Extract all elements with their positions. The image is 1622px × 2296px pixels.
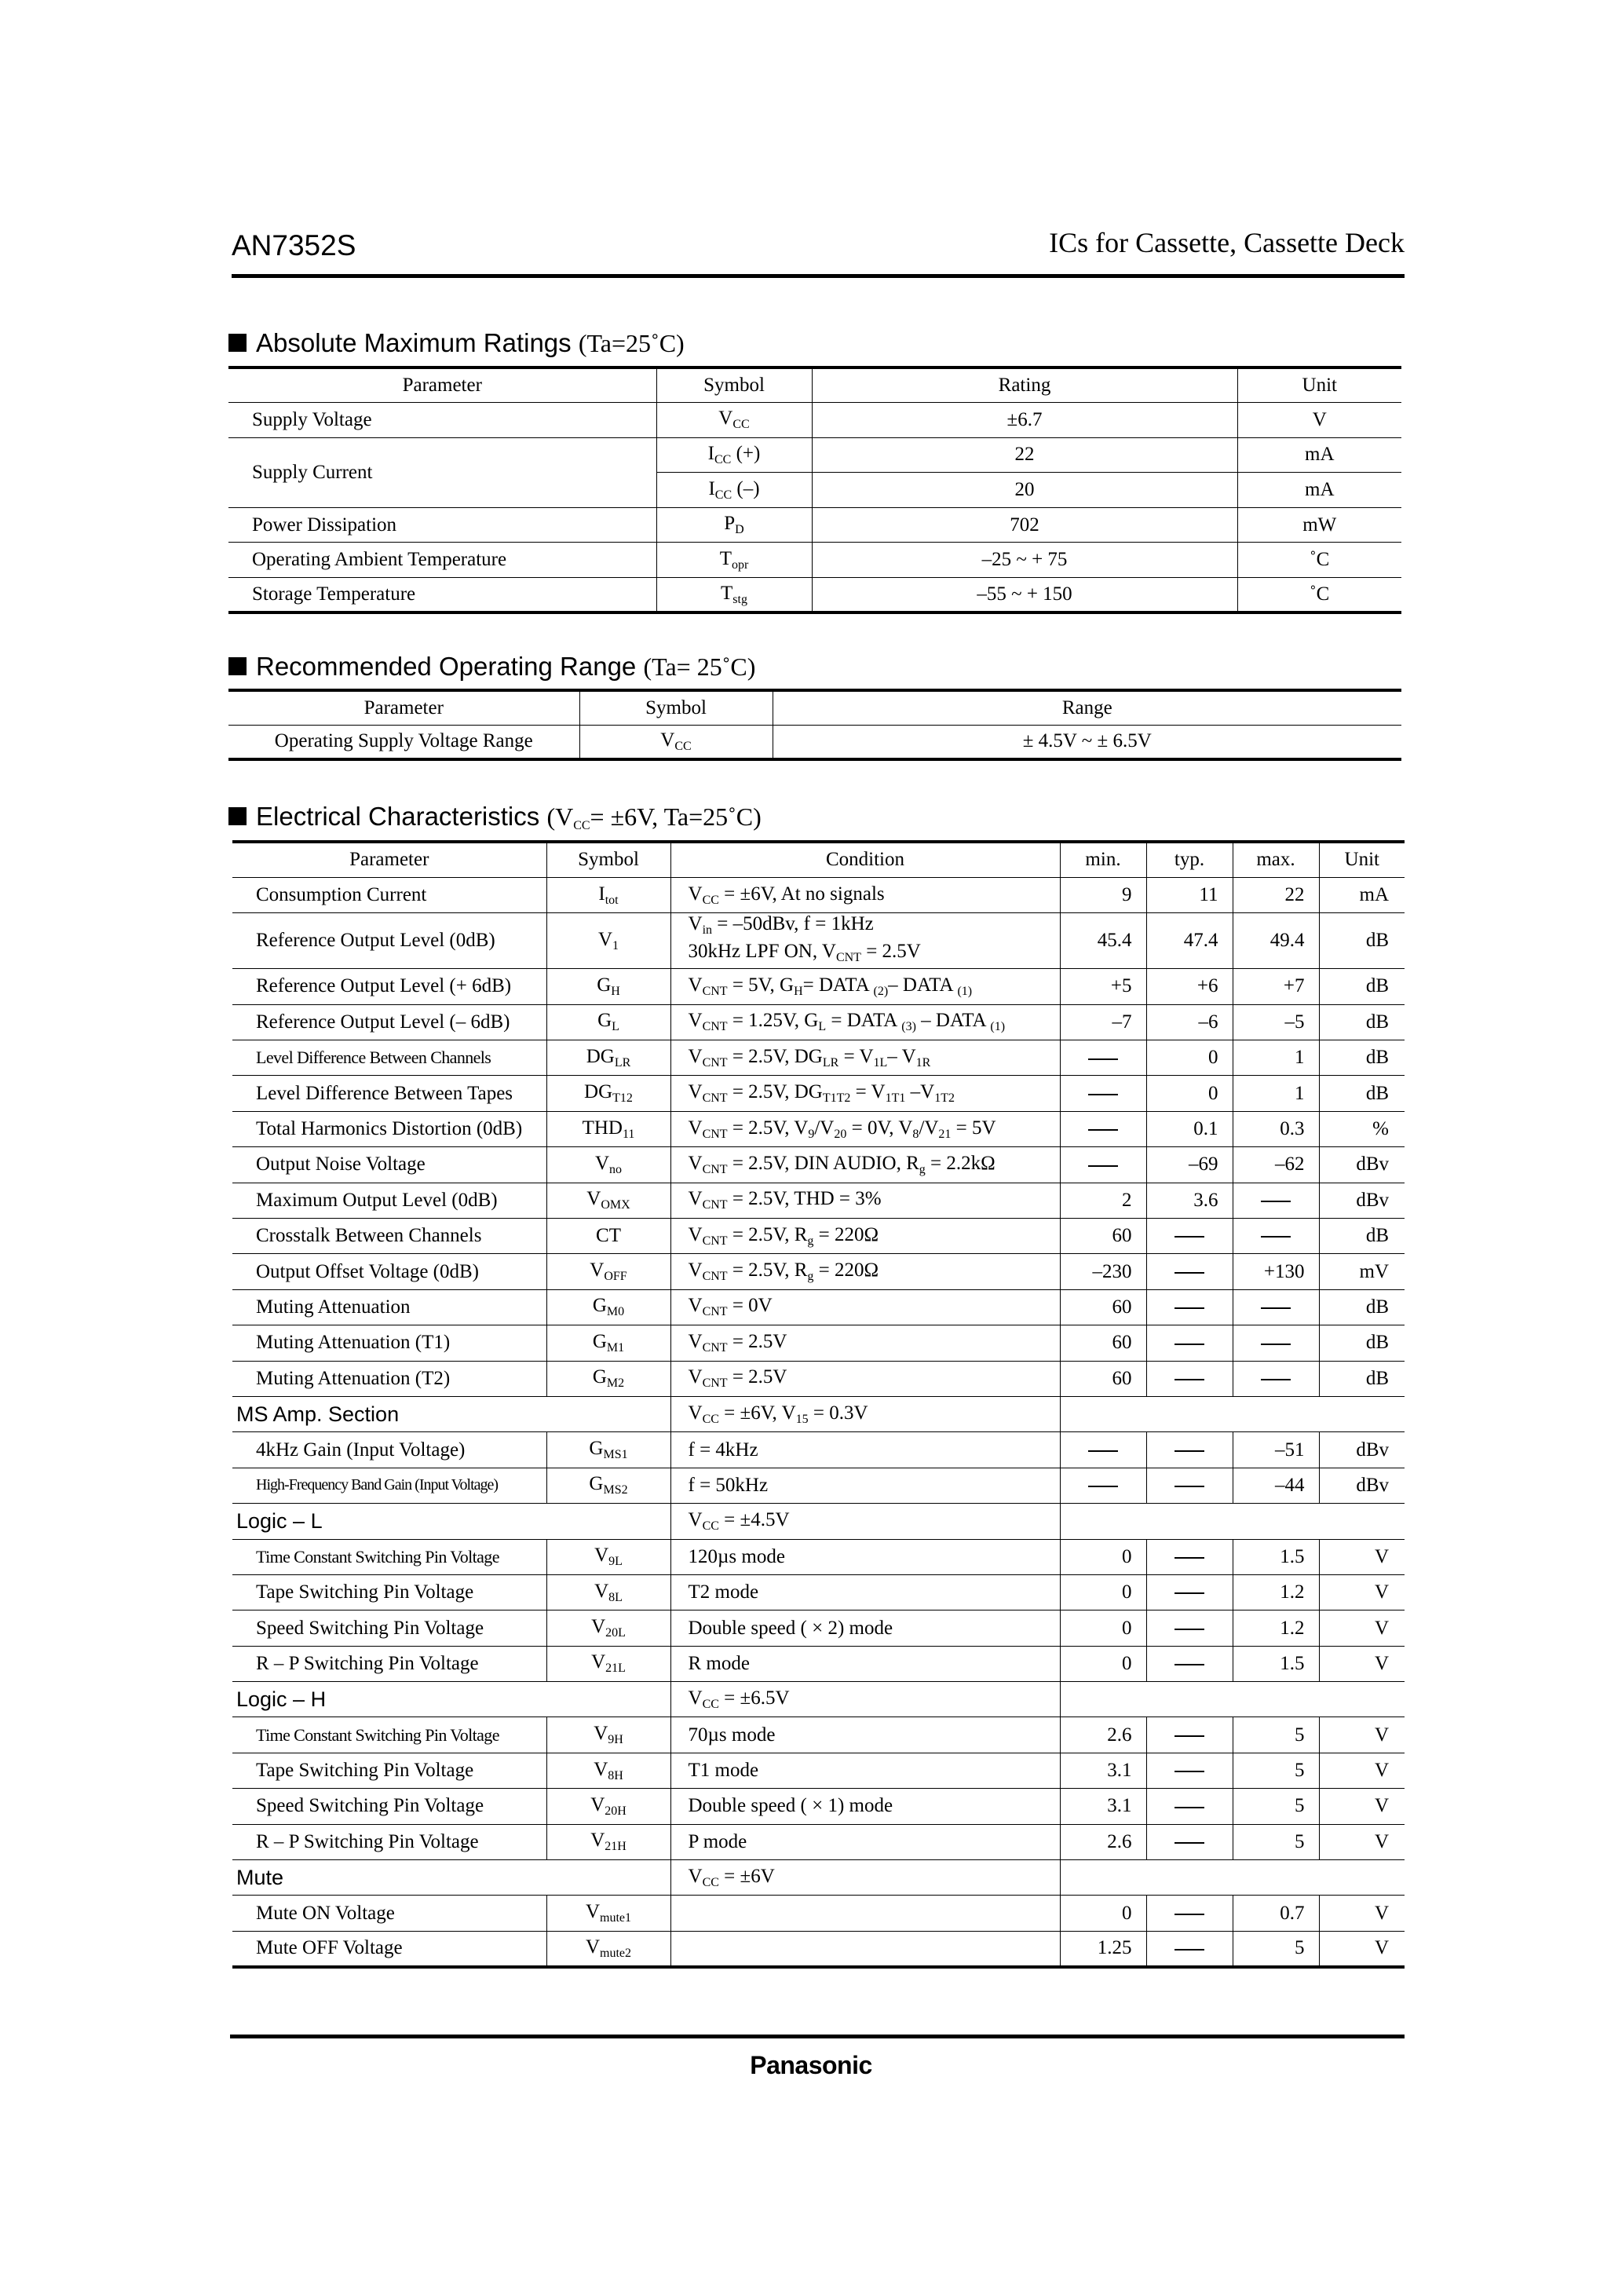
- table-row: R – P Switching Pin Voltage $V_{21L}$ R mode 0 1.5 V: [232, 1646, 1405, 1681]
- table-row: Power Dissipation $P_D$ 702 mW: [228, 507, 1401, 543]
- col-rating: Rating: [812, 367, 1237, 403]
- col-range: Range: [773, 690, 1401, 725]
- panasonic-logo: Panasonic: [750, 2051, 872, 2079]
- absolute-maximum-ratings-table: [228, 366, 1401, 614]
- footer-rule: [230, 2035, 1405, 2038]
- part-number: AN7352S: [232, 229, 356, 261]
- col-min: min.: [1060, 842, 1146, 877]
- table-row: Storage Temperature $T_{stg}$ –55 ~ + 150 ˚C: [228, 578, 1401, 613]
- col-parameter: Parameter: [228, 367, 656, 403]
- bullet-square-icon: [228, 807, 247, 825]
- table-row: Operating Ambient Temperature $T_{opr}$ –25 ~ + 75 ˚C: [228, 543, 1401, 578]
- header-rule: [232, 274, 1405, 278]
- table-row: Muting Attenuation (T1) $G_{M1}$ $V_{CNT} = 2.5V$ 60 dB: [232, 1325, 1405, 1361]
- bullet-square-icon: [228, 657, 247, 675]
- electrical-characteristics-table: [232, 840, 1405, 1969]
- section-row: MS Amp. Section $V_{CC} = \pm 6V$, $V_{15} = 0.3V$: [232, 1396, 1405, 1431]
- col-symbol: Symbol: [656, 367, 812, 403]
- col-symbol: Symbol: [546, 842, 670, 877]
- table-row: Muting Attenuation $G_{M0}$ $V_{CNT} = 0V$ 60 dB: [232, 1289, 1405, 1325]
- table-row: Reference Output Level (– 6dB) $G_L$ $V_{CNT} = 1.25V$, $G_L$ = DATA $_{(3)}$ – DATA $_{(1)}$ –7 –6 –5 dB: [232, 1004, 1405, 1040]
- table-row: Time Constant Switching Pin Voltage $V_{9H}$ 70µs mode 2.6 5 V: [232, 1717, 1405, 1753]
- recommended-operating-range-table: [228, 689, 1401, 761]
- table-row: Time Constant Switching Pin Voltage $V_{9L}$ 120µs mode 0 1.5 V: [232, 1539, 1405, 1574]
- table-row: R – P Switching Pin Voltage $V_{21H}$ P mode 2.6 5 V: [232, 1824, 1405, 1859]
- table-row: Crosstalk Between Channels CT $V_{CNT} = 2.5V$, $R_g = 220\Omega$ 60 dB: [232, 1219, 1405, 1254]
- col-symbol: Symbol: [579, 690, 773, 725]
- section-row: Logic – L $V_{CC} = \pm 4.5V$: [232, 1504, 1405, 1539]
- table-row: Supply Voltage $V_{CC}$ ±6.7 V: [228, 403, 1401, 438]
- table-row: Tape Switching Pin Voltage $V_{8L}$ T2 mode 0 1.2 V: [232, 1574, 1405, 1610]
- table-row: Mute OFF Voltage $V_{mute2}$ 1.25 5 V: [232, 1931, 1405, 1966]
- rop-section-title: Recommended Operating Range (Ta= 25˚C): [228, 652, 755, 682]
- table-row: Reference Output Level (0dB) $V_1$ $V_{in} = -50dBv$, f = 1kHz 30kHz LPF ON, $V_{CNT} = 2.5V$ 45.4 47.4 49.4 dB: [232, 913, 1405, 969]
- table-row: Muting Attenuation (T2) $G_{M2}$ $V_{CNT} = 2.5V$ 60 dB: [232, 1361, 1405, 1396]
- ec-section-title: Electrical Characteristics ($V_{CC}= \pm 6V$, Ta=25˚C): [228, 802, 762, 833]
- table-row: $I_{CC}$ (–) 20 mA: [228, 473, 1401, 508]
- table-row: Speed Switching Pin Voltage $V_{20L}$ Double speed ( × 2) mode 0 1.2 V: [232, 1610, 1405, 1646]
- section-row: Mute $V_{CC} = \pm 6V$: [232, 1860, 1405, 1896]
- col-condition: Condition: [670, 842, 1060, 877]
- table-row: High-Frequency Band Gain (Input Voltage) $G_{MS2}$ f = 50kHz –44 dBv: [232, 1468, 1405, 1503]
- table-row: Output Offset Voltage (0dB) $V_{OFF}$ $V_{CNT} = 2.5V$, $R_g = 220\Omega$ –230 +130 mV: [232, 1254, 1405, 1289]
- table-row: Maximum Output Level (0dB) $V_{OMX}$ $V_{CNT} = 2.5V$, THD = 3% 2 3.6 dBv: [232, 1183, 1405, 1218]
- col-parameter: Parameter: [228, 690, 579, 725]
- table-row: Supply Current $I_{CC}$ (+) 22 mA: [228, 437, 1401, 473]
- section-row: Logic – H $V_{CC} = \pm 6.5V$: [232, 1682, 1405, 1717]
- document-category: ICs for Cassette, Cassette Deck: [1049, 227, 1405, 258]
- col-unit: Unit: [1237, 367, 1401, 403]
- col-unit: Unit: [1319, 842, 1405, 877]
- table-row: Tape Switching Pin Voltage $V_{8H}$ T1 mode 3.1 5 V: [232, 1753, 1405, 1788]
- table-row: Consumption Current $I_{tot}$ $V_{CC} = \pm 6V$, At no signals 9 11 22 mA: [232, 877, 1405, 912]
- table-row: 4kHz Gain (Input Voltage) $G_{MS1}$ f = 4kHz –51 dBv: [232, 1432, 1405, 1468]
- col-typ: typ.: [1146, 842, 1233, 877]
- col-parameter: Parameter: [232, 842, 546, 877]
- col-max: max.: [1233, 842, 1319, 877]
- table-row: Total Harmonics Distortion (0dB) $THD_{11}$ $V_{CNT} = 2.5V$, $V_9/V_{20} = 0V$, $V_8/V_{21} = 5V$ 0.1 0.3 %: [232, 1111, 1405, 1146]
- table-row: Mute ON Voltage $V_{mute1}$ 0 0.7 V: [232, 1896, 1405, 1931]
- table-row: Output Noise Voltage $V_{no}$ $V_{CNT} = 2.5V$, DIN AUDIO, $R_g = 2.2k\Omega$ –69 –62 dBv: [232, 1147, 1405, 1183]
- table-row: Operating Supply Voltage Range $V_{CC}$ ± 4.5V ~ ± 6.5V: [228, 725, 1401, 759]
- table-row: Level Difference Between Channels $DG_{LR}$ $V_{CNT} = 2.5V$, $DG_{LR} = V_{1L}-$ $V_{1R}$ 0 1 dB: [232, 1040, 1405, 1076]
- bullet-square-icon: [228, 334, 247, 352]
- table-row: Level Difference Between Tapes $DG_{T12}$ $V_{CNT} = 2.5V$, $DG_{T1T2} = V_{1T1}$ $-V_{1T2}$ 0 1 dB: [232, 1076, 1405, 1111]
- amr-section-title: Absolute Maximum Ratings (Ta=25˚C): [228, 328, 685, 358]
- table-row: Reference Output Level (+ 6dB) $G_H$ $V_{CNT} = 5V$, $G_H=$ DATA $_{(2)}$– DATA $_{(1)}$ +5 +6 +7 dB: [232, 969, 1405, 1004]
- table-row: Speed Switching Pin Voltage $V_{20H}$ Double speed ( × 1) mode 3.1 5 V: [232, 1789, 1405, 1824]
